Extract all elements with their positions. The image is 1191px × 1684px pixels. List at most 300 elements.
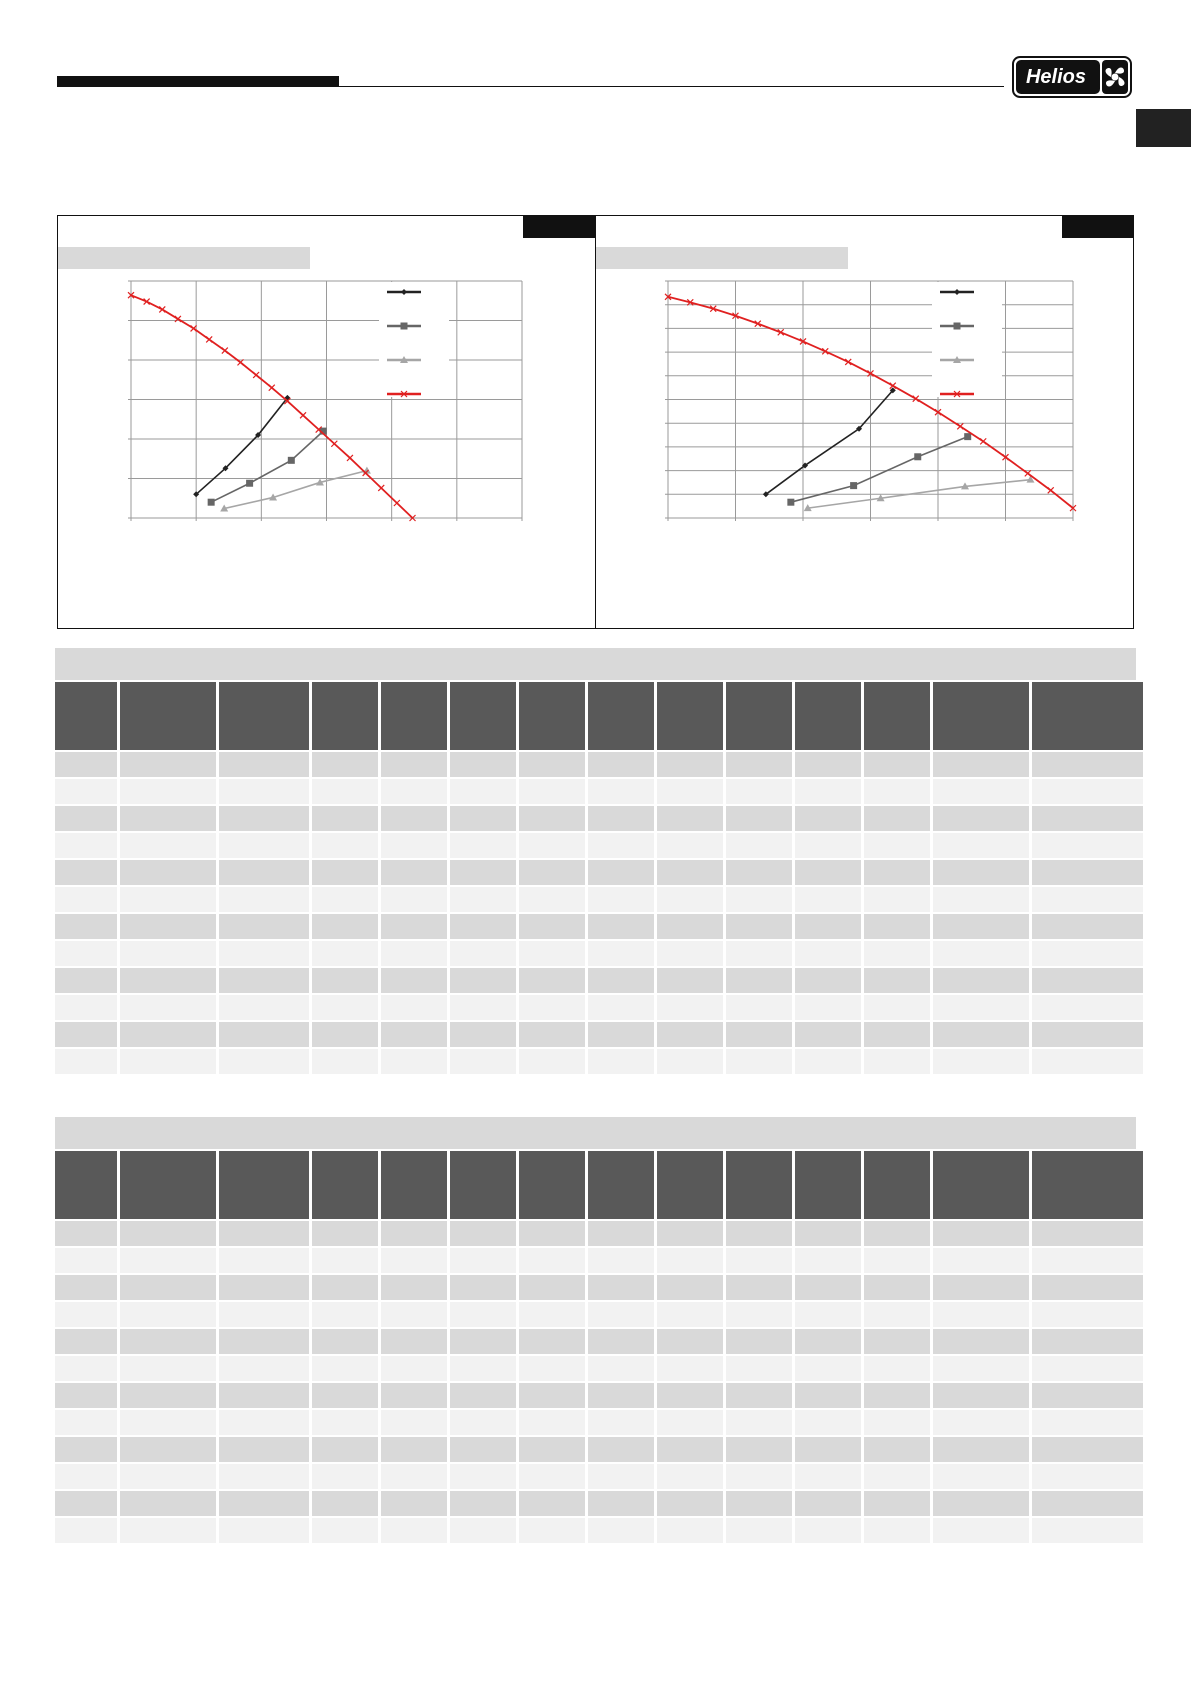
table-cell (381, 1464, 447, 1489)
table-cell (55, 1356, 117, 1381)
table-cell (219, 914, 309, 939)
table-cell (657, 1356, 723, 1381)
table-cell (588, 1248, 654, 1273)
column-header (219, 682, 309, 750)
table-cell (1032, 1302, 1143, 1327)
table-cell (657, 995, 723, 1020)
table-cell (219, 1022, 309, 1047)
table-cell (588, 1022, 654, 1047)
table-cell (864, 752, 930, 777)
table-cell (381, 914, 447, 939)
table-cell (864, 779, 930, 804)
table-cell (519, 1049, 585, 1074)
table-row (55, 1329, 1143, 1354)
table-cell (381, 1221, 447, 1246)
data-point (175, 316, 181, 322)
table-cell (864, 1464, 930, 1489)
column-header (1032, 682, 1143, 750)
table-cell (219, 968, 309, 993)
table-cell (381, 806, 447, 831)
table-cell (312, 941, 378, 966)
table-cell (55, 1383, 117, 1408)
table-cell (120, 860, 216, 885)
table-cell (450, 1248, 516, 1273)
data-point (206, 336, 212, 342)
table-cell (933, 1437, 1029, 1462)
table-cell (120, 914, 216, 939)
data-point (401, 323, 408, 330)
table-cell (55, 860, 117, 885)
table-cell (933, 968, 1029, 993)
table-cell (381, 995, 447, 1020)
column-header (519, 1151, 585, 1219)
table-cell (726, 1329, 792, 1354)
table-cell (933, 1410, 1029, 1435)
table-cell (312, 806, 378, 831)
table-cell (120, 1275, 216, 1300)
table-cell (219, 1049, 309, 1074)
table-cell (864, 968, 930, 993)
table-cell (726, 779, 792, 804)
table-cell (657, 914, 723, 939)
table-cell (726, 860, 792, 885)
chart-panel-1 (58, 216, 596, 628)
table-cell (120, 1491, 216, 1516)
table-cell (519, 941, 585, 966)
table-cell (864, 833, 930, 858)
table-cell (864, 1491, 930, 1516)
table-cell (657, 887, 723, 912)
table-cell (795, 941, 861, 966)
table-row (55, 1437, 1143, 1462)
table-cell (1032, 1022, 1143, 1047)
table-cell (519, 1302, 585, 1327)
table-cell (795, 1356, 861, 1381)
table-cell (1032, 914, 1143, 939)
table-row (55, 914, 1143, 939)
data-point (253, 372, 259, 378)
table-cell (657, 1248, 723, 1273)
column-header (120, 682, 216, 750)
table-row (55, 1491, 1143, 1516)
table-cell (933, 779, 1029, 804)
table-header-row (55, 682, 1143, 750)
table-cell (55, 1221, 117, 1246)
table-cell (588, 1302, 654, 1327)
table-cell (120, 1518, 216, 1543)
table-cell (381, 1049, 447, 1074)
table-cell (933, 887, 1029, 912)
table-cell (312, 1022, 378, 1047)
table-cell (588, 860, 654, 885)
table-cell (312, 1356, 378, 1381)
column-header (864, 1151, 930, 1219)
table-cell (795, 1383, 861, 1408)
table-row (55, 752, 1143, 777)
table-cell (519, 1491, 585, 1516)
table-row (55, 941, 1143, 966)
column-header (588, 1151, 654, 1219)
column-header (381, 682, 447, 750)
table-cell (450, 1302, 516, 1327)
table-cell (795, 914, 861, 939)
table-cell (657, 806, 723, 831)
table-cell (219, 887, 309, 912)
table-cell (1032, 1221, 1143, 1246)
table-cell (519, 1518, 585, 1543)
table-cell (1032, 1248, 1143, 1273)
table-cell (55, 1464, 117, 1489)
data-point (913, 396, 919, 402)
table-cell (726, 1518, 792, 1543)
table-cell (795, 968, 861, 993)
table-row (55, 1383, 1143, 1408)
table-cell (588, 1221, 654, 1246)
table-cell (933, 914, 1029, 939)
table-cell (219, 995, 309, 1020)
column-header (450, 1151, 516, 1219)
table-cell (864, 995, 930, 1020)
table-cell (55, 995, 117, 1020)
header-bar (57, 76, 339, 87)
table-cell (519, 914, 585, 939)
table-cell (312, 1383, 378, 1408)
table-cell (120, 1383, 216, 1408)
table-cell (55, 1302, 117, 1327)
table-cell (381, 1275, 447, 1300)
table-cell (726, 1022, 792, 1047)
table-cell (120, 1248, 216, 1273)
table-cell (312, 1302, 378, 1327)
table-cell (588, 914, 654, 939)
table-cell (450, 968, 516, 993)
table-cell (381, 1410, 447, 1435)
table-cell (657, 1275, 723, 1300)
table-cell (588, 1383, 654, 1408)
table-cell (933, 1302, 1029, 1327)
table-cell (381, 941, 447, 966)
table-cell (933, 1383, 1029, 1408)
table-cell (933, 1491, 1029, 1516)
table-cell (795, 1437, 861, 1462)
table-cell (864, 1022, 930, 1047)
table-cell (219, 806, 309, 831)
table-cell (381, 1248, 447, 1273)
table-cell (55, 887, 117, 912)
table-cell (657, 1491, 723, 1516)
table-cell (312, 968, 378, 993)
table-row (55, 1302, 1143, 1327)
table-cell (381, 1329, 447, 1354)
column-header (450, 682, 516, 750)
table-cell (519, 1022, 585, 1047)
section-tab (1136, 109, 1191, 147)
table-cell (588, 1437, 654, 1462)
table-cell (312, 1410, 378, 1435)
table-cell (1032, 1491, 1143, 1516)
data-point (850, 482, 857, 489)
table-cell (120, 968, 216, 993)
table-cell (657, 860, 723, 885)
table-cell (381, 860, 447, 885)
table-cell (120, 1464, 216, 1489)
table-cell (726, 833, 792, 858)
table-cell (588, 833, 654, 858)
table-cell (519, 860, 585, 885)
table-cell (312, 1275, 378, 1300)
table-cell (726, 806, 792, 831)
table-row (55, 779, 1143, 804)
table-cell (120, 833, 216, 858)
table-cell (519, 995, 585, 1020)
table-cell (726, 752, 792, 777)
table-cell (933, 1329, 1029, 1354)
table-cell (450, 806, 516, 831)
table-cell (519, 1464, 585, 1489)
table-cell (588, 1518, 654, 1543)
table-cell (1032, 1464, 1143, 1489)
table-cell (381, 887, 447, 912)
table-cell (1032, 941, 1143, 966)
table-cell (864, 1518, 930, 1543)
table-cell (1032, 806, 1143, 831)
table-cell (933, 1022, 1029, 1047)
data-point (954, 323, 961, 330)
table-cell (657, 779, 723, 804)
table-cell (933, 752, 1029, 777)
table-cell (864, 1302, 930, 1327)
table-cell (120, 1329, 216, 1354)
column-header (933, 682, 1029, 750)
table-cell (795, 1329, 861, 1354)
table-cell (1032, 1329, 1143, 1354)
data-table-1-section (55, 648, 1136, 1076)
column-header (219, 1151, 309, 1219)
table-cell (657, 1410, 723, 1435)
table-cell (726, 914, 792, 939)
table-cell (55, 1518, 117, 1543)
table-cell (120, 1302, 216, 1327)
table-cell (519, 968, 585, 993)
table-cell (726, 887, 792, 912)
table-row (55, 887, 1143, 912)
table-cell (657, 1518, 723, 1543)
table-cell (450, 1410, 516, 1435)
table-cell (795, 1275, 861, 1300)
table-cell (1032, 779, 1143, 804)
table-cell (933, 1356, 1029, 1381)
table-cell (450, 1221, 516, 1246)
table-cell (219, 1248, 309, 1273)
table-cell (588, 779, 654, 804)
table-cell (219, 1221, 309, 1246)
data-point (347, 455, 353, 461)
table-row (55, 806, 1143, 831)
column-header (588, 682, 654, 750)
table-cell (120, 1356, 216, 1381)
table-cell (450, 1022, 516, 1047)
table-cell (588, 941, 654, 966)
data-point (288, 457, 295, 464)
table-cell (312, 1248, 378, 1273)
table-cell (381, 779, 447, 804)
data-point (246, 480, 253, 487)
column-header (795, 1151, 861, 1219)
table-cell (450, 1275, 516, 1300)
legend-background (379, 282, 449, 397)
column-header (55, 682, 117, 750)
table-cell (795, 1248, 861, 1273)
table-cell (381, 1022, 447, 1047)
table-cell (795, 995, 861, 1020)
table-cell (726, 1437, 792, 1462)
table-cell (657, 1302, 723, 1327)
table-cell (864, 1410, 930, 1435)
table-cell (55, 941, 117, 966)
table-cell (864, 1383, 930, 1408)
table-cell (219, 1437, 309, 1462)
table-cell (312, 833, 378, 858)
table-cell (219, 779, 309, 804)
table-cell (312, 1491, 378, 1516)
table-cell (450, 941, 516, 966)
data-point (1025, 470, 1031, 476)
data-point (269, 385, 275, 391)
logo-wordmark: Helios (1025, 66, 1087, 88)
column-header (726, 1151, 792, 1219)
data-point (300, 412, 306, 418)
table-cell (657, 941, 723, 966)
table-cell (588, 1356, 654, 1381)
table-cell (864, 887, 930, 912)
table-cell (864, 1221, 930, 1246)
table-cell (55, 1275, 117, 1300)
table-cell (519, 1410, 585, 1435)
table-cell (864, 1248, 930, 1273)
table-cell (519, 779, 585, 804)
legend-background (932, 282, 1002, 397)
column-header (312, 682, 378, 750)
table-cell (55, 752, 117, 777)
table-cell (55, 779, 117, 804)
table-cell (381, 1302, 447, 1327)
table-cell (519, 1275, 585, 1300)
data-point (191, 325, 197, 331)
data-point (208, 499, 215, 506)
data-point (159, 306, 165, 312)
table-cell (657, 1464, 723, 1489)
table-cell (219, 1383, 309, 1408)
table-header-row (55, 1151, 1143, 1219)
table-cell (519, 1329, 585, 1354)
chart-frame (57, 215, 1134, 629)
table-cell (657, 1437, 723, 1462)
data-table-2-section (55, 1117, 1136, 1545)
series-line (224, 471, 367, 509)
table-cell (450, 887, 516, 912)
table-cell (55, 1022, 117, 1047)
table-cell (1032, 1383, 1143, 1408)
table-cell (120, 779, 216, 804)
table-cell (933, 1275, 1029, 1300)
table-cell (795, 1302, 861, 1327)
table-cell (381, 1356, 447, 1381)
data-point (964, 433, 971, 440)
table-cell (1032, 968, 1143, 993)
table-cell (933, 1221, 1029, 1246)
table-cell (1032, 887, 1143, 912)
table-cell (1032, 1410, 1143, 1435)
table-cell (726, 941, 792, 966)
table-cell (864, 806, 930, 831)
column-header (933, 1151, 1029, 1219)
column-header (1032, 1151, 1143, 1219)
table-cell (519, 1356, 585, 1381)
table-cell (55, 1491, 117, 1516)
table-cell (726, 1410, 792, 1435)
table-cell (55, 968, 117, 993)
table-cell (588, 1410, 654, 1435)
table-cell (450, 914, 516, 939)
table-row (55, 1356, 1143, 1381)
table-cell (120, 941, 216, 966)
table-cell (1032, 1356, 1143, 1381)
table-cell (219, 833, 309, 858)
table-cell (450, 1329, 516, 1354)
table-cell (55, 1437, 117, 1462)
table-cell (519, 887, 585, 912)
table-row (55, 995, 1143, 1020)
table-cell (120, 995, 216, 1020)
table-row (55, 1410, 1143, 1435)
table-cell (864, 860, 930, 885)
table-cell (55, 1329, 117, 1354)
table-cell (588, 1464, 654, 1489)
table-cell (381, 1491, 447, 1516)
table-cell (726, 1049, 792, 1074)
table-cell (450, 1383, 516, 1408)
table-cell (795, 860, 861, 885)
table-cell (657, 1022, 723, 1047)
data-point (980, 438, 986, 444)
column-header (726, 682, 792, 750)
data-point (222, 348, 228, 354)
table-cell (519, 806, 585, 831)
table-cell (864, 1275, 930, 1300)
table-cell (120, 1410, 216, 1435)
table-cell (519, 833, 585, 858)
table-cell (795, 1464, 861, 1489)
table-cell (219, 860, 309, 885)
table-cell (726, 1383, 792, 1408)
table-cell (657, 833, 723, 858)
table-cell (588, 995, 654, 1020)
table-cell (312, 1329, 378, 1354)
table-cell (657, 1049, 723, 1074)
table-cell (726, 1302, 792, 1327)
table-cell (726, 1275, 792, 1300)
table-cell (381, 968, 447, 993)
series-line (766, 390, 893, 494)
table-cell (219, 1518, 309, 1543)
table-cell (657, 752, 723, 777)
table-cell (1032, 1437, 1143, 1462)
table-cell (55, 1410, 117, 1435)
table-cell (219, 1491, 309, 1516)
table-cell (588, 968, 654, 993)
table-cell (1032, 833, 1143, 858)
column-header (519, 682, 585, 750)
